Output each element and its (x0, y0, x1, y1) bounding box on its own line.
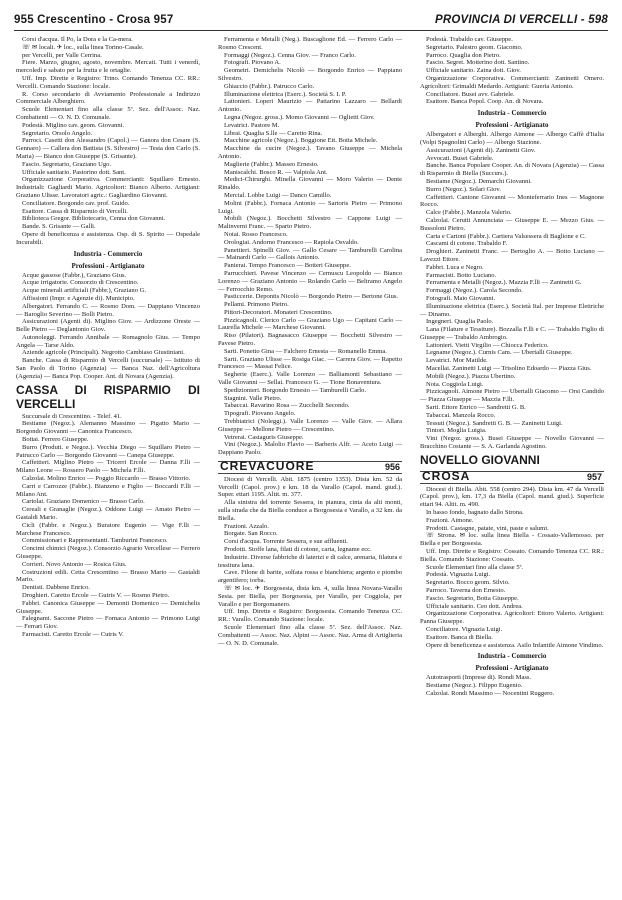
directory-entry: Diocesi di Biella. Abit. 558 (centro 294). Dista km. 47 da Vercelli (Capol. prov.), km. 17,3 da Biella (Capol. mand. giud.). Superficie ettari 94. Altit. m. 490. (420, 485, 604, 509)
town-heading-crevacuore (218, 461, 402, 474)
directory-entry: Fascio. Segretario, Graziano Ugo. (22, 160, 112, 168)
directory-entry: Farmacisti. Botto Luciano. (426, 271, 497, 279)
col3-section-subheading: Professioni - Artigianato (475, 121, 549, 130)
directory-entry: Ingegneri. Quaglia Paolo. (426, 318, 494, 326)
directory-entry: Esattore. Banca di Biella. (426, 633, 493, 641)
directory-entry: Levatrici. Mor Matilde. (426, 357, 488, 365)
directory-entry: Riso (Pilatori). Bagnasacco Giuseppe — Bocchetti Silvestro — Pavese Pietro. (218, 332, 402, 348)
col1-intro (16, 36, 200, 247)
col3-directory (420, 131, 604, 451)
directory-entry: Sarti. Ettore Enrico — Sandretti G. B. (426, 404, 526, 412)
directory-entry: per Vercelli, per Valle Cerrina. (22, 51, 102, 59)
directory-entry: Scuole Elementari fino alla classe 5ª. Sez. dell'Assoc. Naz. Combattenti — Assoc. Naz. Alpini — Assoc. Naz. Arma di Artiglieria — O. N. D. Comunale. (218, 623, 402, 647)
directory-entry: Autonoleggi. Ferrando Annibale — Romagnolo Gius. — Tempo Angela — Tarse Aldo. (16, 333, 200, 349)
directory-entry: Acque irrigatorie. Consorzio di Crescentino. (22, 279, 139, 287)
directory-entry: Carta e Cartoni (Fabbr.). Cartiera Valsessera di Baglione e C. (426, 232, 586, 240)
directory-entry: Fascio. Segretario, Botta Giuseppe. (426, 594, 519, 602)
directory-entry: Parroco. Taverna don Ernesto. (426, 587, 506, 594)
col3-town-info (420, 486, 604, 650)
directory-entry: Podestà. Trabaldo cav. Giuseppe. (426, 36, 513, 43)
directory-entry: Vini (Negoz.). Malolio Flavio — Barberis Alfr. — Aceto Luigi — Dappiano Paolo. (218, 441, 402, 457)
col2-town-info (218, 476, 402, 648)
directory-entry: Carri e Carrozze (Fabbr.). Bianzeno e Figlio — Boccardi F.lli — Milano Ant. (16, 482, 200, 498)
directory-entry: Mobili (Negoz.). Bocchetti Silvestro — Cappone Luigi — Malinverni Franc. — Sparto Pietro. (218, 215, 402, 231)
directory-entry: Uff. Imp. Dirette e Registro: Borgosesia. Comando Tenenza CC. RR.: Varallo. Comando Stazione: locale. (218, 608, 402, 624)
directory-entry: Stagnini. Valle Pietro. (224, 394, 282, 402)
col1-advert-sub: Succursale di Crescentino. - Telef. 41. (22, 412, 122, 420)
directory-entry: Ufficiale sanitario. Pastorino dott. Sant. (22, 168, 126, 176)
header-left: 955 Crescentino - Crosa 957 (14, 14, 174, 26)
directory-entry: Banche. Banca Popolare Cooper. An. di Novara (Agenzia) — Cassa di Risparmio di Biella (Succurs.). (420, 162, 604, 178)
directory-entry: Uff. Imp. Dirette e Registro: Trino. Comando Tenenza CC. RR.: Vercelli. Comando Stazione: locale. (16, 74, 200, 90)
directory-entry: Fotografi. Maio Giovanni. (426, 294, 496, 302)
directory-entry: Calzolai. Cerutti Annunciata — Giuseppe E. — Mezzo Gius. — Bussoloni Pietro. (420, 216, 604, 232)
directory-entry: Librai. Quaglia S.lle — Caretto Rina. (224, 129, 323, 137)
directory-entry: Dentisti. Dabbene Enrico. (22, 584, 90, 592)
town-heading-crosa (420, 468, 604, 484)
directory-entry: Segretario. Palestro geom. Giacomo. (426, 43, 523, 51)
directory-entry: Falegnami. Saccone Pietro — Fornaca Antonio — Primono Luigi — Ferrari Giov. (16, 615, 200, 631)
directory-entry: Prodotti. Stoffe lana, filati di cotone, carta, legname ecc. (224, 546, 372, 553)
directory-entry: Calzolai. Rondi Massimo — Nocentini Ruggero. (426, 689, 555, 697)
directory-entry: Prodotti. Castagne, patate, vini, paste e salumi. (426, 524, 549, 532)
directory-entry: Fotografi. Piovano A. (224, 59, 281, 67)
directory-entry: Scuole Elementari fino alla classe 5ª. Sez. dell'Assoc. Naz. Combattenti — O. N. D. Comunale. (16, 106, 200, 121)
directory-entry: Formaggi (Negoz.). Cenna Giov. — Franco Carlo. (224, 51, 356, 59)
directory-entry: Fiere. Marzo, giugno, agosto, novembre. Mercati. Tutti i venerdì, mercoledì e sabato per la frutta e le ortaglie. (16, 59, 200, 75)
directory-entry: Legname (Negoz.). Curnis Cam. — Ubertalli Giuseppe. (426, 349, 573, 357)
directory-entry: Bande. S. Grisante — Galli. (22, 223, 96, 231)
directory-entry: Pizzicagnoli. Aimone Pietro — Ubertalli Giacomo — Orsi Candido — Piazza Giuseppe — Mazzia F.lli. (420, 388, 604, 404)
directory-entry: Panettieri. Spinelli Giov. — Gallo Cesare — Tamburelli Carolina — Mainardi Carlo — Gallois Antonio. (218, 246, 402, 262)
col3-directory-2 (420, 674, 604, 697)
directory-entry: Vini (Negoz. gross.). Busei Giuseppe — Novello Giovanni — Bracchino Costante — S. A. Garlanda Agostino. (420, 435, 604, 451)
town-code: 956 (384, 462, 400, 473)
directory-entry: Tessuti (Negoz.). Sandretti G. B. — Zaninetti Luigi. (426, 419, 563, 427)
directory-entry: Cereali e Granaglie (Negoz.). Oddone Luigi — Amato Pietro — Gastaldi Mario. (16, 506, 200, 522)
col3-section-heading-2: Industria - Commercio (477, 652, 547, 661)
col3-section-subheading-2: Professioni - Artigianato (475, 664, 549, 673)
directory-entry: Maglierie (Fabbr.). Masseo Ernesto. (224, 160, 319, 168)
directory-entry: Panierai. Tempo Francesco — Botteri Giuseppe. (224, 262, 351, 270)
directory-entry: Sarti. Ponetto Gina — Falchero Ernesta — Romanello Emma. (224, 347, 387, 355)
directory-entry: Segretario. Orsolo Angelo. (22, 129, 93, 137)
directory-entry: Bestiame (Negoz.). Filippo Eugenio. (426, 682, 523, 690)
directory-entry: Levatrici. Pastore M. (224, 121, 280, 129)
col1-section-heading: Industria - Commercio (73, 249, 143, 258)
directory-entry: Illuminazione elettrica (Eserc.). Società Ital. per Imprese Elettriche — Dinamo. (420, 302, 604, 318)
directory-entry: Macchine da cucire (Negoz.). Tavano Giuseppe — Michela Antonio. (218, 145, 402, 160)
col1-directory-2 (16, 420, 200, 638)
directory-entry: Caffettieri. Cantone Giovanni — Monteferrario Ines — Magnone Rocco. (420, 193, 604, 209)
directory-entry: Spedizionieri. Borgondo Ernesto — Tamburelli Carlo. (224, 386, 367, 394)
directory-entry: Trebbiatrici (Noleggi.). Valle Lorenzo — Valle Giov. — Allara Giuseppe — Mellone Pietro — Crescentino. (218, 418, 402, 433)
running-header (14, 14, 608, 31)
directory-entry: Corsi d'acqua. Torrente Sessera, e sue affluenti. (224, 538, 348, 546)
directory-entry: Bestiame (Negoz.). Alemanno Massimo — Pigatto Mario — Borgondo Giovanni — Canonica Francesco. (16, 420, 200, 436)
header-right: PROVINCIA DI VERCELLI - 598 (434, 14, 608, 26)
directory-entry: Calce (Fabbr.). Manzola Valerio. (426, 209, 512, 217)
directory-entry: Industrie. Diverse fabbriche di laterizi e di calce, arenaria, filatura e tessitura lana. (218, 553, 402, 569)
directory-entry: Cave. Filone di barite, solfata rossa e bianchiera; argento e piombo argentifero; torba. (218, 569, 402, 585)
directory-entry: Calzolai. Molino Enrico — Poggio Riccardo — Brasso Vittorio. (22, 475, 191, 483)
directory-entry: ☏ Strona. ✉ loc. sulla linea Biella - Cossato-Vallemosso. per Biella e per Borgosesia. (420, 532, 604, 548)
directory-entry: Acque minerali artificiali (Fabbr.), Graziano G. (22, 287, 146, 295)
directory-entry: Parroco. Quaglia don Pietro. (426, 51, 501, 59)
directory-entry: Macchine agricole (Negoz.). Boggione Ett. Botta Michele. (224, 137, 378, 145)
directory-entry: Geometri. Demichelis Nicolò — Borgondo Enrico — Pappiano Silvestro. (218, 67, 402, 82)
directory-entry: Banche. Cassa di Risparmio di Vercelli (succursale) — Istituto di San Paolo di Torino (Agenzia) — Banca Naz. dell'Agricoltura (Agenzia) — Banca Pop. Cooper. Ant. di Novara (Agenzia). (16, 357, 200, 380)
directory-entry: Ufficiale sanitario. Zaina dott. Giov. (426, 67, 521, 75)
directory-entry: Acque gassose (Fabbr.), Graziano Gius. (22, 271, 127, 279)
directory-entry: Assicurazioni (Agenti di). Miglino Giov. — Ardizzone Oreste — Belle Pietro — Deglantonio Giov. (16, 318, 200, 334)
directory-entry: Burro (Produtt. e Negoz.). Vecchia Diego — Squillaro Pietro — Patrucco Carlo — Borgondo Giovanni — Canepa Giuseppe. (16, 443, 200, 459)
directory-entry: Farmacisti. Caretto Ercole — Cutris V. (22, 630, 124, 638)
directory-entry: Lattonieri. Loperi Maurizio — Pattarino Lazzaro — Bellardi Antonio. (218, 98, 402, 114)
directory-entry: Caffettieri. Miglino Pietro — Tricerri Ercole — Danna F.lli — Milano Leone — Rossero Paolo — Michela F.lli. (16, 459, 200, 475)
directory-entry: Pittori-Decoratori. Monateri Crescentino. (224, 308, 333, 316)
directory-entry: Commissionari e Rappresentanti. Tamburini Francesco. (22, 537, 168, 545)
directory-entry: Vetrerai. Castaguris Giuseppe. (224, 433, 304, 441)
directory-entry: ☏ ✉ locali. ✈ loc., sulla linea Torino-Casale. (22, 43, 144, 51)
col1-directory (16, 272, 200, 381)
directory-entry: Conciliatore. Borgondo cav. prof. Guido. (22, 199, 130, 207)
col3-section-heading: Industria - Commercio (477, 109, 547, 118)
col3-intro (420, 36, 604, 106)
directory-entry: Lattonieri. Vietti Virgilio — Chiocca Federico. (426, 341, 549, 349)
directory-entry: Alla sinistra del torrente Sessera, in pianura, cinta da alti monti, sulla strada che da Biella conduce a Borgosesia e Varallo, a 32 km. da Biella. (218, 499, 402, 522)
directory-entry: Tipografi. Piovano Angelo. (224, 410, 296, 418)
directory-entry: Formaggi (Negoz.). Carola Secondo. (426, 287, 523, 295)
directory-entry: ☏ ✉ loc. ✈ Borgosesia, dista km. 4, sulla linea Novara-Varallo Sesia. per Biella, per Borgosesia, per Varallo, per Coggiola, per Varallo e per Borgomanero. (218, 584, 402, 608)
directory-entry: Assicurazioni (Agenti di). Zaninetti Giov. (426, 146, 536, 154)
col2-directory (218, 36, 402, 457)
directory-entry: Opere di beneficenza e assistenza. Asilo Infantile Aimone Vindimo. (426, 641, 604, 649)
directory-entry: Biblioteca Gregor. Bibliotecario, Cenna don Giovanni. (22, 215, 166, 223)
town-code: 957 (586, 471, 602, 482)
directory-entry: Notai. Rosso Francesco. (224, 230, 288, 238)
directory-entry: Avvocati. Busei Gabriele. (426, 154, 494, 162)
directory-entry: Parroci. Casetti don Alessandro (Capol.) — Ganora don Cesare (S. Gennaro) — Callera don Battista (S. Silvestro) — Testa don Carlo (S. Maria) — Bianco don Giuseppe (S. Grisante). (16, 137, 200, 160)
directory-entry: Esattore. Cassa di Risparmio di Vercelli. (22, 207, 128, 215)
directory-entry: Podestà. Miglino cav. geom. Giovanni. (22, 121, 125, 129)
directory-entry: Frazioni. Azzalo. (224, 522, 269, 530)
directory-entry: Maniscalchi. Bosco R. — Valpiola Ant. (224, 168, 328, 176)
directory-entry: Organizzazione Corporativa. Commercianti: Squillaro Ernesto. Industriali: Gagliardi Mario. Agricoltori: Bianco Alberto. Artigiani: Graziano Ulisse. Lavoratori agric.: Gagliardino Giovanni. (16, 176, 200, 199)
directory-entry: Concimi chimici (Negoz.). Consorzio Agrario Vercellese — Ferrero Giuseppe. (16, 545, 200, 561)
directory-entry: Borgate. San Rocco. (224, 530, 278, 538)
directory-entry: In basso fondo, bagnato dallo Strona. (426, 509, 524, 517)
directory-entry: Costruzioni edili. Cetta Crescentino — Brasso Mario — Gastaldi Mario. (16, 568, 200, 584)
directory-entry: Fabbri. Luca e Negro. (426, 263, 484, 271)
directory-entry: Pizzicagnoli. Clerico Carlo — Graziano Ugo — Capitani Carlo — Laurella Michele — Marchese Giovanni. (218, 316, 402, 332)
directory-entry: Fascio. Segret. Motterino dott. Santino. (426, 59, 530, 67)
directory-entry: Ufficiale sanitario. Ceo dott. Andrea. (426, 602, 523, 610)
directory-entry: Organizzazione Corporativa. Agricoltori: Ettoro Valerio. Artigiani: Panna Giuseppe. (420, 610, 604, 626)
directory-entry: Ferramenta e Metalli (Negoz.). Mazzia F.lli — Zaninetti G. (426, 279, 582, 287)
directory-entry: Albergatori e Alberghi. Albergo Aimone — Albergo Caffè d'Italia (Volpi Spagnolini Carlo) — Albergo Stazione. (420, 131, 604, 146)
directory-entry: Molini (Fabbr.). Fornaca Antonio — Sartoris Pietro — Primono Luigi. (218, 199, 402, 215)
directory-entry: Segherie (Eserc.). Valle Lorenzo — Balliamonti Sebastiano — Valle Giovanni — Sellai. Francesco G. — Tione Bonaventura. (218, 371, 402, 387)
directory-entry: Medici-Chirurghi. Minella Giovanni — Moro Valerio — Dente Rinaldo. (218, 176, 402, 192)
directory-entry: Bottai. Ferrero Giuseppe. (22, 436, 89, 444)
directory-entry: Illuminazione elettrica (Eserc.). Società S. I. P. (224, 90, 347, 98)
directory-entry: Corsi d'acqua. Il Po, la Dora e la Ca-mera. (22, 36, 133, 43)
directory-entry: Corrieri. Novo Antonio — Rosica Gius. (22, 560, 127, 568)
directory-entry: Macellai. Zaninetti Luigi — Trisolino Edoardo — Piazza Gius. (426, 365, 592, 373)
directory-entry: R. Corso secondario di Avviamento Professionale a Indirizzo Commerciale Alberghiero. (16, 90, 200, 106)
column-3 (420, 36, 604, 698)
town-name: CROSA (422, 468, 471, 483)
directory-entry: Cascami di cotone. Trabaldo F. (426, 240, 508, 248)
directory-entry: Conciliatore. Vignazia Luigi. (426, 625, 503, 633)
column-1 (16, 36, 200, 639)
col3-advert-name: NOVELLO GIOVANNI (420, 452, 540, 467)
directory-entry: Droghieri. Zaninetti Franc. — Bertoglio A. — Botto Luciano — Lavezzi Ettore. (420, 248, 604, 263)
directory-entry: Mercial. Lobbe Luigi — Danco Camillo. (224, 191, 332, 199)
directory-entry: Aziende agricole (Principali). Negrotto Cambiaso Giustiniani. (22, 349, 185, 357)
directory-entry: Nota. Coggiola Luigi. (426, 380, 484, 388)
directory-entry: Autotrasporti (Imprese di). Rondi Mass. (426, 674, 532, 682)
col1-section-subheading: Professioni - Artigianato (71, 261, 145, 270)
directory-entry: Cicli (Fabbr. e Negoz.). Buratore Eugenio — Vige F.lli — Marchese Francesco. (16, 521, 200, 537)
directory-entry: Cartolai. Graziano Domenico — Brasso Carlo. (22, 498, 145, 506)
directory-entry: Legna (Negoz. gross.). Momo Giovanni — Oglietti Giov. (224, 113, 375, 121)
directory-entry: Podestà. Vignazia Luigi. (426, 571, 491, 579)
town-name: CREVACUORE (220, 459, 315, 474)
directory-entry: Ghiaccio (Fabbr.). Patrucco Carlo. (224, 82, 315, 90)
directory-entry: Uff. Imp. Dirette e Registro: Cossato. Comando Tenenza CC. RR.: Biella. Comando Stazione: Cossato. (420, 548, 604, 563)
directory-entry: Ferramenta e Metalli (Neg.). Buscaglione Ed. — Ferrero Carlo — Rosmo Crescent. (218, 36, 402, 51)
directory-entry: Bestiame (Negoz.). Demarchi Giovanni. (426, 177, 532, 185)
directory-entry: Fabbri. Canonica Giuseppe — Demonti Domenico — Demichelis Giuseppe. (16, 599, 200, 615)
directory-entry: Mobili (Negoz.). Piazza Ubertino. (426, 372, 516, 380)
directory-entry: Esattore. Banca Popol. Coop. An. di Novara. (426, 98, 544, 106)
directory-entry: Droghieri. Caretto Ercole — Gutris V. — Rosmo Pietro. (22, 592, 170, 599)
directory-entry: Burro (Negoz.). Solari Giov. (426, 185, 501, 193)
directory-entry: Tabaccai. Ravarino Rosa — Zucchelli Secondo. (224, 402, 350, 410)
directory-entry: Pellami. Primono Pietro. (224, 301, 289, 309)
directory-entry: Parrucchieri. Pavese Vincenzo — Cernuscu Leopoldo — Bianco Lorenzo — Graziano Antonio — Rolando Carlo — Beltramo Angelo — Ferrocchio Remo. (218, 269, 402, 293)
directory-entry: Conciliatore. Busei avv. Gabriele. (426, 90, 515, 98)
col1-advert-name: CASSA DI RISPARMIO DI VERCELLI (16, 382, 200, 411)
column-2 (218, 36, 402, 647)
directory-entry: Tintori. Moglia Luigia. (426, 427, 487, 435)
directory-entry: Orologiai. Andorno Francesco — Rapiola Osvaldo. (224, 238, 359, 246)
directory-entry: Opere di beneficenza e assistenza. Osp. di S. Spirito — Ospedale Incurabili. (16, 230, 200, 246)
directory-entry: Sarti. Graziano Ulisse — Rosiga Giac. — Carrera Giov. — Rapetto Francesco — Massai Felice. (218, 355, 402, 371)
directory-entry: Organizzazione Corporativa. Commercianti: Zaninetti Omero. Agricoltori: Grimaldi Medardo. Artigiani: Gueria Antonio. (420, 74, 604, 90)
directory-entry: Lana (Filature e Tessiture). Bozzalla F.lli e C. — Trabaldo Figlio di Giuseppe — Trabaldo Ambrogio. (420, 326, 604, 341)
directory-entry: Affissioni (Impr. e Agenzie di). Municipio. (22, 294, 135, 302)
directory-entry: Frazioni. Aimone. (426, 516, 474, 524)
directory-entry: Pasticcerie. Depontis Nicolò — Borgondo Pietro — Bertone Gius. (224, 293, 399, 301)
directory-entry: Tabaccai. Manzola Rocco. (426, 411, 496, 419)
directory-entry: Diocesi di Vercelli. Abit. 1875 (centro 1353). Dista km. 52 da Vercelli (Capol. prov.) e km. 18 da Varallo (Capol. mand. giud.). Super. ettari 1195. Altit. m. 377. (218, 475, 402, 499)
directory-entry: Scuole Elementari fino alla classe 5ª. (426, 563, 524, 571)
directory-entry: Albergatori. Ferrando C. — Rosmo Dom. — Dappiano Vincenzo — Baroglio Severino — Bolli Pietro. (16, 302, 200, 318)
directory-entry: Segretario. Bocco geom. Silvio. (426, 579, 510, 587)
